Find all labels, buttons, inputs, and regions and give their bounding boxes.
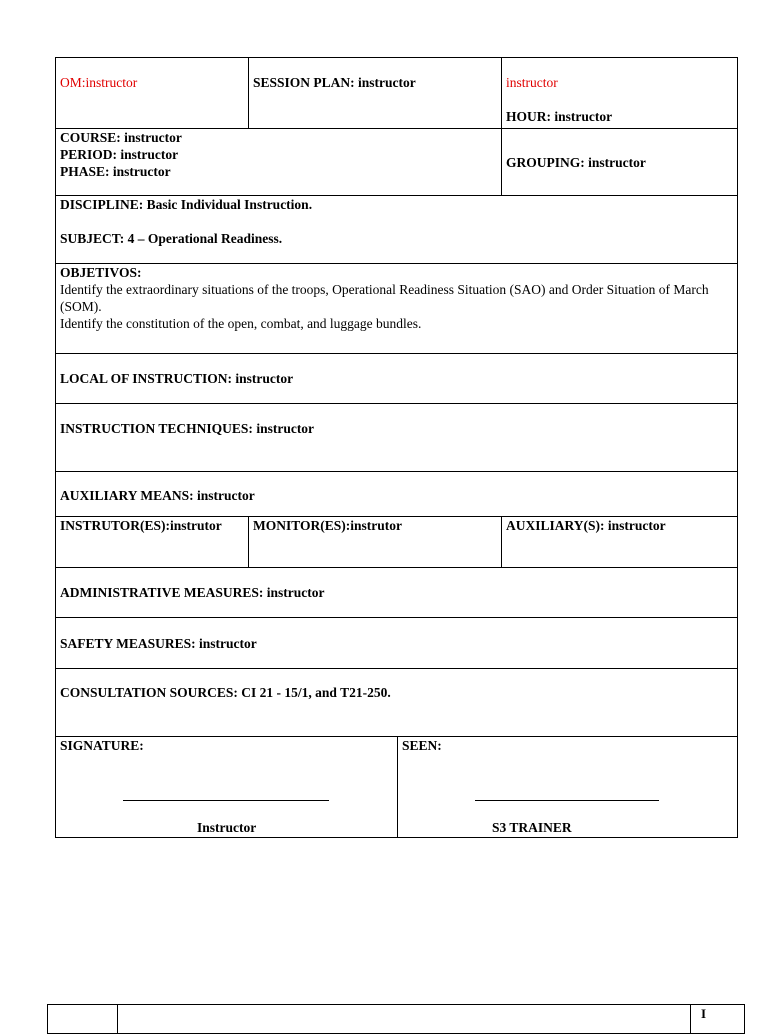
hour-label: HOUR: [506, 109, 551, 124]
objectives-cell [56, 264, 738, 354]
grouping-label: GROUPING: [506, 154, 585, 170]
auxiliaries-cell [502, 517, 738, 568]
administrative-cell [56, 568, 738, 618]
sources-label: CONSULTATION SOURCES: [60, 685, 238, 700]
footer-divider-left [117, 1005, 118, 1033]
session-plan-form [55, 57, 738, 838]
safety-cell [56, 618, 738, 669]
seen-line [475, 800, 659, 801]
objectives-label: OBJETIVOS: [60, 265, 142, 280]
sources-value: CI 21 - 15/1, and T21-250. [237, 685, 391, 700]
session-plan-value: instructor [354, 75, 416, 90]
auxiliary-means-value: instructor [193, 488, 255, 503]
subject-text: SUBJECT: 4 – Operational Readiness. [60, 231, 283, 246]
phase-value: instructor [109, 164, 171, 179]
instructors-text: INSTRUTOR(ES):instrutor [60, 518, 222, 533]
local-value: instructor [232, 371, 294, 386]
grouping-cell [502, 129, 738, 196]
seen-label: SEEN: [402, 738, 442, 753]
signature-label: SIGNATURE: [60, 738, 144, 753]
discipline-cell [56, 196, 738, 264]
monitors-cell [249, 517, 502, 568]
seen-cell [398, 737, 738, 838]
session-plan-label: SESSION PLAN: [253, 75, 355, 90]
grouping-value: instructor [584, 154, 646, 170]
course-value: instructor [120, 130, 182, 145]
hour-value: instructor [551, 109, 613, 124]
signature-name: Instructor [197, 820, 257, 835]
phase-label: PHASE: [60, 164, 110, 179]
session-plan-cell [249, 58, 502, 129]
footer-divider-right [690, 1005, 691, 1033]
signature-line [123, 800, 329, 801]
page-number: I [701, 1006, 707, 1021]
om-cell [56, 58, 249, 129]
administrative-value: instructor [263, 585, 325, 600]
signature-cell [56, 737, 398, 838]
period-label: PERIOD: [60, 147, 117, 162]
objective-2: Identify the constitution of the open, combat, and luggage bundles. [60, 316, 422, 331]
hour-cell [502, 58, 738, 129]
sources-cell [56, 669, 738, 737]
auxiliary-means-label: AUXILIARY MEANS: [60, 488, 194, 503]
objective-1: Identify the extraordinary situations of the troops, Operational Readiness Situation (SAO) and Order Situation of March (SOM). [60, 282, 709, 314]
page-footer [47, 1004, 745, 1034]
safety-label: SAFETY MEASURES: [60, 635, 196, 651]
auxiliaries-text: AUXILIARY(S): instructor [506, 518, 666, 533]
techniques-value: instructor [252, 421, 315, 436]
local-cell [56, 354, 738, 404]
instructors-cell [56, 517, 249, 568]
monitors-text: MONITOR(ES):instrutor [253, 518, 403, 533]
safety-value: instructor [195, 635, 257, 651]
om-text: OM:instructor [60, 75, 138, 90]
auxiliary-means-cell [56, 472, 738, 517]
period-value: instructor [117, 147, 179, 162]
administrative-label: ADMINISTRATIVE MEASURES: [60, 585, 264, 600]
techniques-label: INSTRUCTION TECHNIQUES: [60, 421, 253, 436]
top-right-text: instructor [506, 75, 558, 90]
seen-name: S3 TRAINER [492, 820, 572, 835]
techniques-cell [56, 404, 738, 472]
local-label: LOCAL OF INSTRUCTION: [60, 371, 233, 386]
course-label: COURSE: [60, 130, 121, 145]
course-cell [56, 129, 502, 196]
discipline-text: DISCIPLINE: Basic Individual Instruction. [60, 197, 313, 212]
